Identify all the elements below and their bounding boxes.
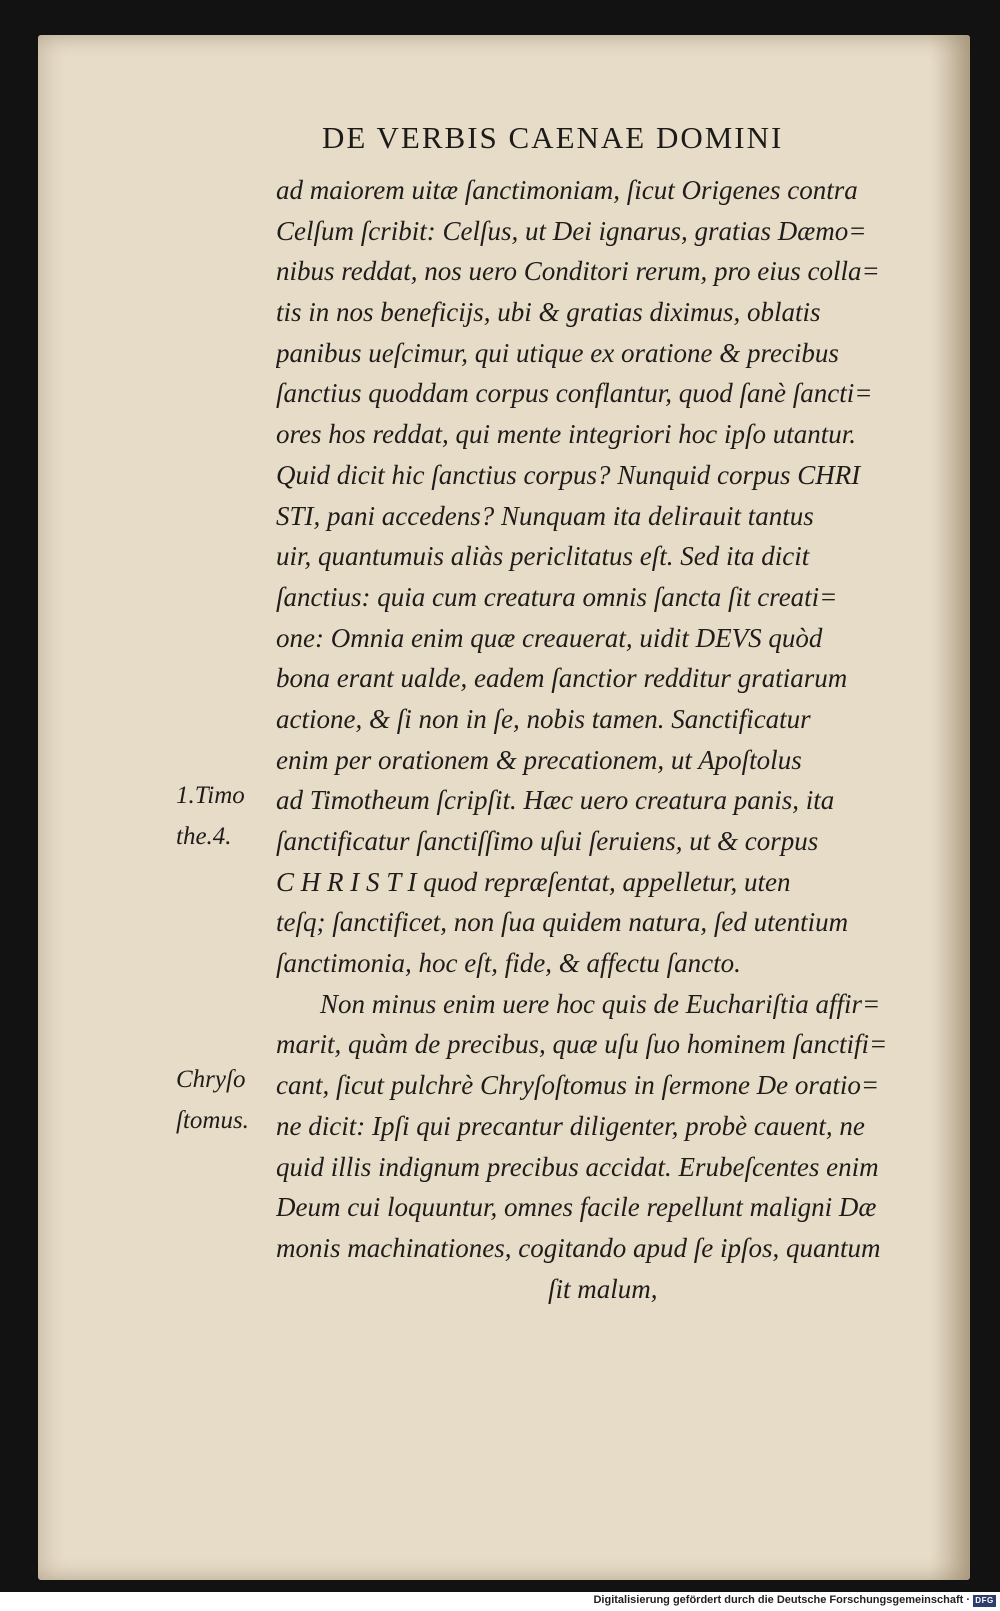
text-line: ne dicit: Ipſi qui precantur diligenter, probè cauent, ne [276, 1110, 865, 1141]
text-line: Quid dicit hic ſanctius corpus? Nunquid corpus CHRI [276, 459, 861, 490]
text-line: actione, & ſi non in ſe, nobis tamen. Sanctificatur [276, 703, 811, 734]
margin-note-line: ſtomus. [176, 1106, 249, 1134]
text-line: monis machinationes, cogitando apud ſe ipſos, quantum [276, 1232, 881, 1263]
margin-note-line: Chryſo [176, 1066, 246, 1093]
text-line: C H R I S T I quod repræſentat, appelletur, uten [276, 866, 791, 897]
text-line: ſanctius quoddam corpus conflantur, quod ſanè ſancti= [276, 378, 873, 409]
dfg-logo: DFG [973, 1595, 996, 1607]
funding-credit: Digitalisierung gefördert durch die Deutsche Forschungsgemeinschaft · [593, 1594, 970, 1606]
margin-note-timotheus [176, 776, 245, 857]
text-line: tis in nos beneficijs, ubi & gratias diximus, oblatis [276, 297, 821, 328]
text-line: bona erant ualde, eadem ſanctior redditur gratiarum [276, 663, 848, 694]
digitization-footer [0, 1592, 1000, 1611]
margin-note-line: the.4. [176, 822, 232, 850]
text-line: quid illis indignum precibus accidat. Erubeſcentes enim [276, 1151, 879, 1182]
text-line: ſanctius: quia cum creatura omnis ſancta ſit creati= [276, 581, 838, 612]
text-line: ad Timotheum ſcripſit. Hæc uero creatura panis, ita [276, 785, 835, 816]
text-line: uir, quantumuis aliàs periclitatus eſt. Sed ita dicit [276, 541, 810, 572]
text-line: STI, pani accedens? Nunquam ita delirauit tantus [276, 500, 814, 531]
text-line: cant, ſicut pulchrè Chryſoſtomus in ſermone De oratio= [276, 1070, 880, 1101]
margin-note-line: 1.Timo [176, 782, 245, 809]
text-line: ſanctificatur ſanctiſſimo uſui ſeruiens, ut & corpus [276, 826, 819, 856]
text-line: Celſum ſcribit: Celſus, ut Dei ignarus, gratias Dæmo= [276, 215, 867, 246]
text-line: marit, quàm de precibus, quæ uſu ſuo hominem ſanctifi= [276, 1029, 888, 1060]
text-line: panibus ueſcimur, qui utique ex oratione & precibus [276, 337, 839, 368]
paragraph-first-line: Non minus enim uere hoc quis de Euchariſtia affir= [320, 988, 881, 1019]
text-line: enim per orationem & precationem, ut Apoſtolus [276, 744, 802, 775]
text-line: ores hos reddat, qui mente integriori hoc ipſo utantur. [276, 419, 856, 450]
text-line: one: Omnia enim quæ creauerat, uidit DEVS quòd [276, 622, 823, 653]
text-line: teſq; ſanctificet, non ſua quidem natura, ſed utentium [276, 907, 849, 938]
text-line: Deum cui loquuntur, omnes facile repellunt maligni Dæ [276, 1192, 877, 1223]
running-head: DE VERBIS CAENAE DOMINI [322, 120, 784, 155]
text-line: ad maiorem uitæ ſanctimoniam, ſicut Origenes contra [276, 175, 858, 205]
body-text [276, 170, 940, 1309]
text-line: ſanctimonia, hoc eſt, fide, & affectu ſancto. [276, 948, 741, 979]
margin-note-chrysostomus [176, 1060, 249, 1141]
text-line: nibus reddat, nos uero Conditori rerum, pro eius colla= [276, 256, 880, 287]
catchword-line: ſit malum, [548, 1273, 658, 1304]
